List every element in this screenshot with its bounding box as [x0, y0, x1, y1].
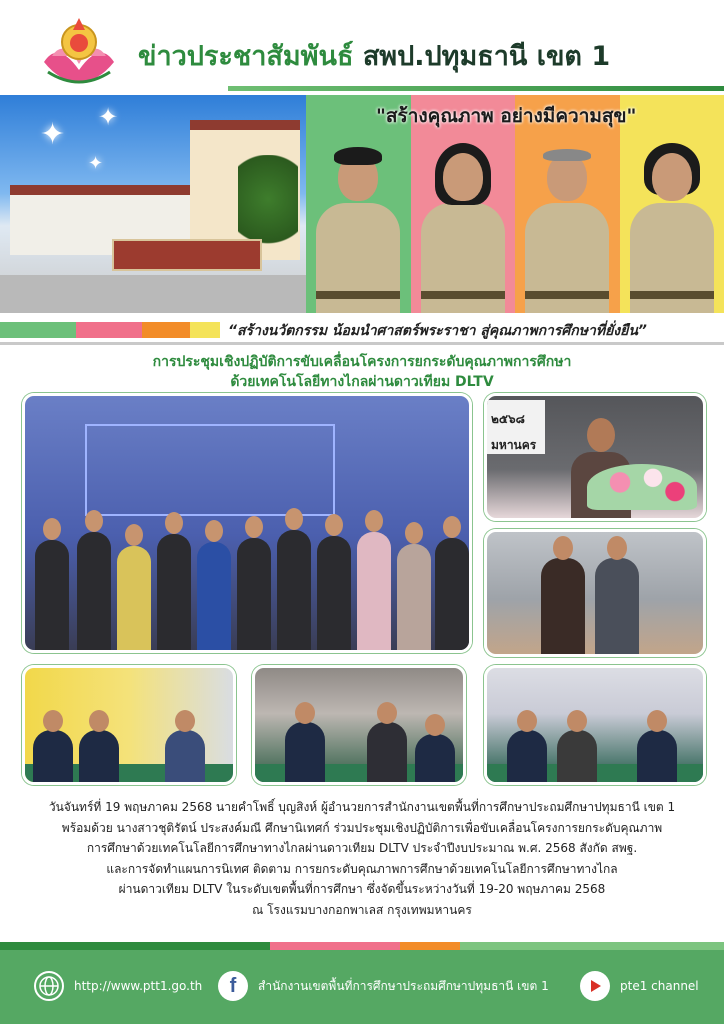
youtube-link[interactable]	[580, 971, 699, 1001]
youtube-channel: pte1 channel	[620, 979, 699, 993]
facebook-link[interactable]	[218, 971, 549, 1001]
crowd	[25, 500, 472, 650]
news-body	[12, 797, 712, 920]
header	[0, 0, 724, 95]
body-line: ณ โรงแรมบางกอกพาเลส กรุงเทพมหานคร	[252, 902, 472, 917]
sparkle-icon: ✦	[40, 117, 66, 152]
office-sign	[112, 239, 262, 271]
road	[0, 275, 306, 313]
title-main: ข่าวประชาสัมพันธ์	[138, 41, 354, 72]
banner-slogan: "สร้างคุณภาพ อย่างมีความสุข"	[376, 105, 637, 127]
divider	[0, 342, 724, 345]
flower-arrangement	[587, 464, 697, 510]
obec-emblem-icon	[38, 10, 120, 88]
group-photo	[22, 393, 472, 653]
meeting-photo-left	[22, 665, 236, 785]
headline-line-2: ด้วยเทคโนโลยีทางไกลผ่านดาวเทียม DLTV	[230, 374, 494, 390]
sparkle-icon: ✦	[98, 103, 119, 131]
photo-collage	[18, 393, 708, 788]
body-line: ผ่านดาวเทียม DLTV ในระดับเขตพื้นที่การศึกษา ซึ่งจัดขึ้นระหว่างวันที่ 19-20 พฤษภาคม 2568	[118, 882, 606, 896]
header-stripe	[228, 86, 724, 91]
headline	[0, 352, 724, 392]
page-title	[138, 34, 610, 77]
facebook-page-name: สำนักงานเขตพื้นที่การศึกษาประถมศึกษาปทุมธานี เขต 1	[258, 978, 549, 993]
sparkle-icon: ✦	[88, 153, 104, 174]
building-photo	[0, 95, 306, 313]
meeting-photo-right	[484, 665, 706, 785]
body-line: วันจันทร์ที่ 19 พฤษภาคม 2568 นายคำโพธิ์ บุญสิงห์ ผู้อำนวยการสำนักงานเขตพื้นที่การศึกษาประถมศึกษาปทุมธานี เขต 1	[48, 800, 676, 814]
footer-stripe	[0, 942, 724, 950]
title-office: สพป.ปทุมธานี เขต 1	[362, 41, 611, 72]
executive-portrait	[417, 131, 509, 313]
website-url: http://www.ptt1.go.th	[74, 979, 203, 993]
body-line: พร้อมด้วย นางสาวชุติรัตน์ ประสงค์มณี ศึกษานิเทศก์ ร่วมประชุมเชิงปฏิบัติการเพื่อขับเคลื่อนโครงการยกระดับคุณภาพ	[61, 820, 663, 835]
two-officials-photo	[484, 529, 706, 657]
headline-line-1: การประชุมเชิงปฏิบัติการขับเคลื่อนโครงการยกระดับคุณภาพการศึกษา	[152, 354, 572, 370]
meeting-photo-middle	[252, 665, 466, 785]
sub-slogan: “สร้างนวัตกรรม น้อมนำศาสตร์พระราชา สู่คุณภาพการศึกษาที่ยั่งยืน”	[228, 323, 647, 339]
website-link[interactable]	[34, 971, 202, 1001]
executive-portrait	[312, 131, 404, 313]
globe-icon	[34, 971, 64, 1001]
event-sign: ๒๕๖๘ มหานคร	[487, 400, 545, 454]
body-line: การศึกษาด้วยเทคโนโลยีการศึกษาทางไกลผ่านดาวเทียม DLTV ประจำปีงบประมาณ พ.ศ. 2568 สังกัด สพฐ.	[86, 841, 638, 855]
facebook-icon: f	[218, 971, 248, 1001]
footer	[0, 950, 724, 1024]
youtube-icon	[580, 971, 610, 1001]
body-line: และการจัดทำแผนการนิเทศ ติดตาม การยกระดับคุณภาพการศึกษาด้วยเทคโนโลยีการศึกษาทางไกล	[106, 861, 618, 876]
executive-portrait	[626, 131, 718, 313]
executive-portrait	[521, 131, 613, 313]
speaker-photo	[484, 393, 706, 521]
